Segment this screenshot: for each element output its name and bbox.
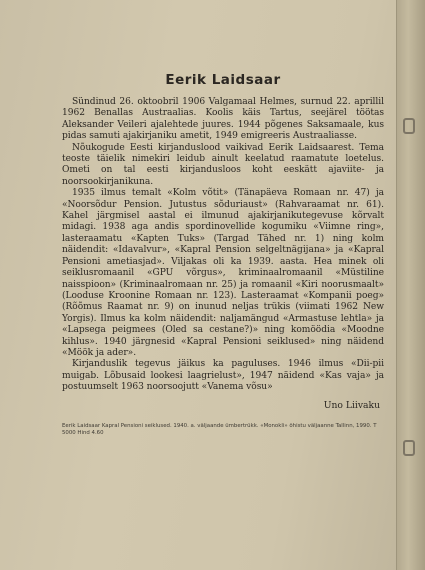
staple-bottom (403, 440, 415, 456)
biography-text (62, 97, 384, 394)
page-title: Eerik Laidsaar (165, 72, 281, 88)
paragraph-soviet-silence: Nõukogude Eesti kirjanduslood vaikivad Eerik Laidsaarest. Tema teoste täielik nimekiri leidub ainult keelatud raamatute loetelus. Ometi on tal eesti kirjanduslоos koht eeskätt ajaviite- ja noorsookirjanikuna. (62, 142, 384, 187)
paragraph-exile-works: Kirjanduslik tegevus jäikus ka paguluses. 1946 ilmus «Dii-pii muigab. Lõbusaid lookesi laagrielust», 1947 näidend «Kas vaja» ja postuumselt 1963 noorsoojutt «Vanema võsu» (62, 359, 384, 393)
paragraph-works: 1935 ilmus temalt «Kolm võtit» (Tänapäeva Romaan nr. 47) ja «Noorsõdur Pension. Jutustus sõduriaust» (Rahvaraamat nr. 61). Kahel järgmisel aastal ei ilmunud ajakirjanikutegevuse kõrvalt midagi. 1938 aga andis spordinovellide kogumiku «Viimne ring», lasteraamatu «Kapten Tuks» (Targad Tähed nr. 1) ning kolm näidendit: «Idavalvur», «Kapral Pension selgeltnägijana» ja «Kapral Pensioni ametiasjad». Viljakas oli ka 1939. aasta. Hea minek oli seiklusromaanil «GPU võrgus», kriminaalromaanil «Müstiline naisspioon» (Kriminaalromaan nr. 25) ja romaanil «Kiri noorusmaalt» (Looduse Kroonine Romaan nr. 123). Lasteraamat «Kompanii poeg» (Rõõmus Raamat nr. 9) on inunud neljas trükis (viimati 1962 New Yorgis). Ilmus ka kolm näidendit: naljamängud «Armastuse lehtla» ja «Lapsega peigmees (Oled sa cestane?)» ning komöödia «Moodne kihlus». 1940 järgnesid «Kapral Pensioni seiklused» ning näidend «Möök ja ader». (62, 188, 384, 358)
author-signature: Uno Liivaku (323, 399, 380, 411)
page-content (62, 72, 384, 438)
paragraph-birth: Sündinud 26. oktoobril 1906 Valgamaal Helmes, surnud 22. aprillil 1962 Benallas Austraalias. Koolis käis Tartus, seejärel töötas Aleksander Veileri ajalehtede juures. 1944 põgenes Saksamaale, kus pidas samuti ajakirjaniku ametit, 1949 emigreeris Austraaliasse. (62, 97, 384, 142)
colophon: Eerik Laidsaar Kapral Pensioni seiklused. 1940. a. väljaande ümbertrükk. «Monokli» õhistu väljaanne Tallinn, 1990. T 5000 Hind 4.60 (62, 422, 377, 437)
book-spine (396, 0, 425, 570)
staple-top (403, 118, 415, 134)
